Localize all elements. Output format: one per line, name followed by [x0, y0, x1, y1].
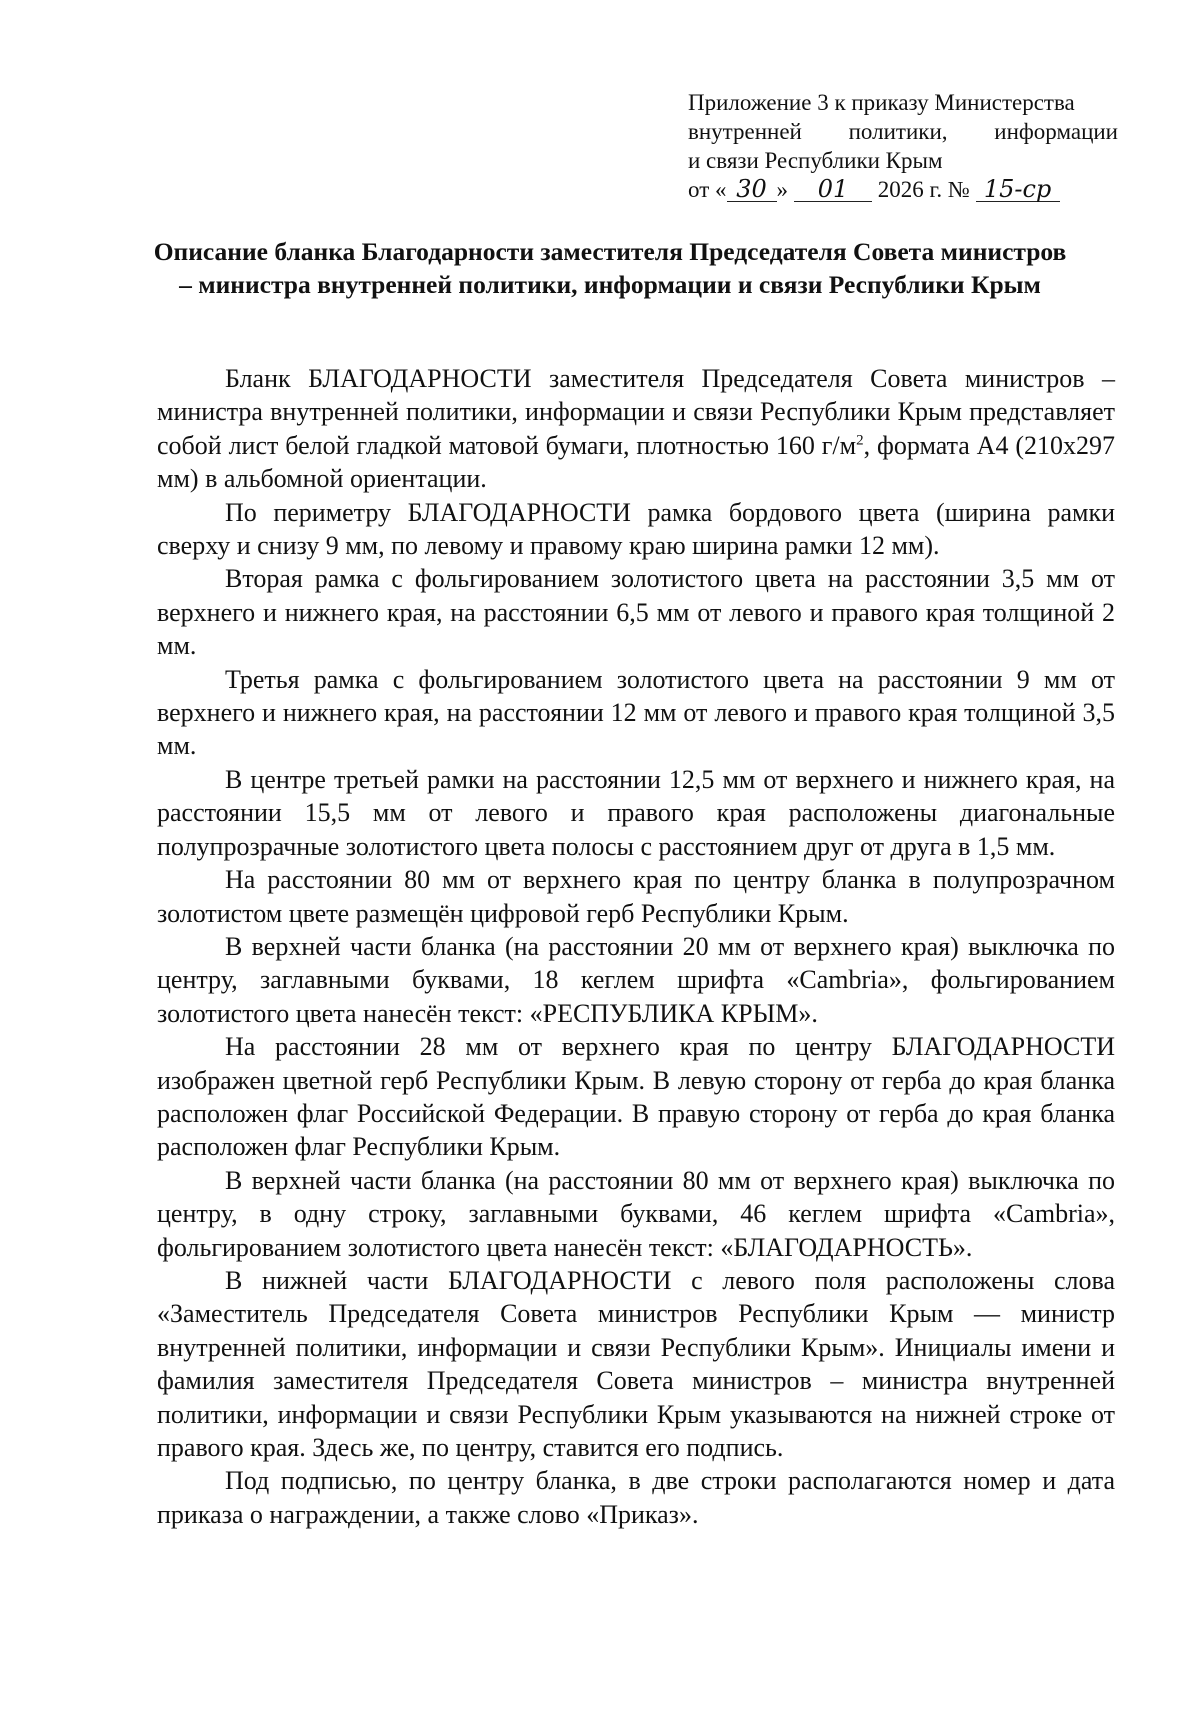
paragraph-3: Вторая рамка с фольгированием золотистого цвета на расстоянии 3,5 мм от верхнего и нижнего края, на расстоянии 6,5 мм от левого и правого края толщиной 2 мм.: [157, 564, 1115, 661]
paragraph-2: По периметру БЛАГОДАРНОСТИ рамка бордового цвета (ширина рамки сверху и снизу 9 мм, по левому и правому краю ширина рамки 12 мм).: [157, 497, 1115, 561]
paragraph-4: Третья рамка с фольгированием золотистого цвета на расстоянии 9 мм от верхнего и нижнего края, на расстоянии 12 мм от левого и правого края толщиной 3,5 мм.: [157, 664, 1115, 761]
appendix-header: [688, 88, 1118, 204]
paragraph-6: На расстоянии 80 мм от верхнего края по центру бланка в полупрозрачном золотистом цвете размещён цифровой герб Республики Крым.: [157, 865, 1115, 928]
date-year: 2026 г. №: [877, 177, 970, 202]
date-prefix: от «: [688, 177, 727, 202]
paragraph-1-superscript: 2: [856, 432, 864, 449]
document-title: Описание бланка Благодарности заместителя Председателя Совета министров – министра внутренней политики, информации и связи Республики Крым: [153, 237, 1067, 299]
appendix-line-3: и связи Республики Крым: [688, 148, 943, 173]
paragraph-11: Под подписью, по центру бланка, в две строки располагаются номер и дата приказа о награждении, а также слово «Приказ».: [157, 1466, 1115, 1529]
appendix-line-1: Приложение 3 к приказу Министерства: [688, 90, 1075, 115]
paragraph-8: На расстоянии 28 мм от верхнего края по центру БЛАГОДАРНОСТИ изображен цветной герб Республики Крым. В левую сторону от герба до края бланка расположен флаг Российской Федерации. В правую сторону от герба до края бланка расположен флаг Республики Крым.: [157, 1032, 1115, 1162]
paragraph-1: [157, 362, 1115, 496]
handwritten-order-number: 15-ср: [976, 177, 1060, 202]
paragraph-1-text-a: Бланк БЛАГОДАРНОСТИ заместителя Председателя Совета министров – министра внутренней политики, информации и связи Республики Крым представляет собой лист белой гладкой матовой бумаги, плотностью 160 г/м: [157, 364, 1115, 460]
handwritten-day: 30: [727, 177, 777, 202]
paragraph-9: В верхней части бланка (на расстоянии 80 мм от верхнего края) выключка по центру, в одну строку, заглавными буквами, 46 кеглем шрифта «Cambria», фольгированием золотистого цвета нанесён текст: «БЛАГОДАРНОСТЬ».: [157, 1165, 1115, 1262]
paragraph-7: В верхней части бланка (на расстоянии 20 мм от верхнего края) выключка по центру, заглавными буквами, 18 кеглем шрифта «Cambria», фольгированием золотистого цвета нанесён текст: «РЕСПУБЛИКА КРЫМ».: [157, 931, 1115, 1028]
handwritten-month: 01: [794, 177, 872, 202]
paragraph-10: В нижней части БЛАГОДАРНОСТИ с левого поля расположены слова «Заместитель Председателя Совета министров Республики Крым — министр внутренней политики, информации и связи Республики Крым». Инициалы имени и фамилия заместителя Председателя Совета министров – министра внутренней политики, информации и связи Республики Крым указываются на нижней строке от правого края. Здесь же, по центру, ставится его подпись.: [157, 1265, 1115, 1462]
appendix-date-line: [688, 175, 1118, 204]
paragraph-5: В центре третьей рамки на расстоянии 12,5 мм от верхнего и нижнего края, на расстоянии 15,5 мм от левого и правого края расположены диагональные полупрозрачные золотистого цвета полосы с расстоянием друг от друга в 1,5 мм.: [157, 764, 1115, 861]
document-body: [157, 362, 1115, 1531]
appendix-line-2: внутренней политики, информации: [688, 119, 1118, 144]
date-mid: »: [776, 177, 788, 202]
paragraph-1-text-b: , формата А4 (210х297 мм) в альбомной ориентации.: [157, 430, 1116, 494]
